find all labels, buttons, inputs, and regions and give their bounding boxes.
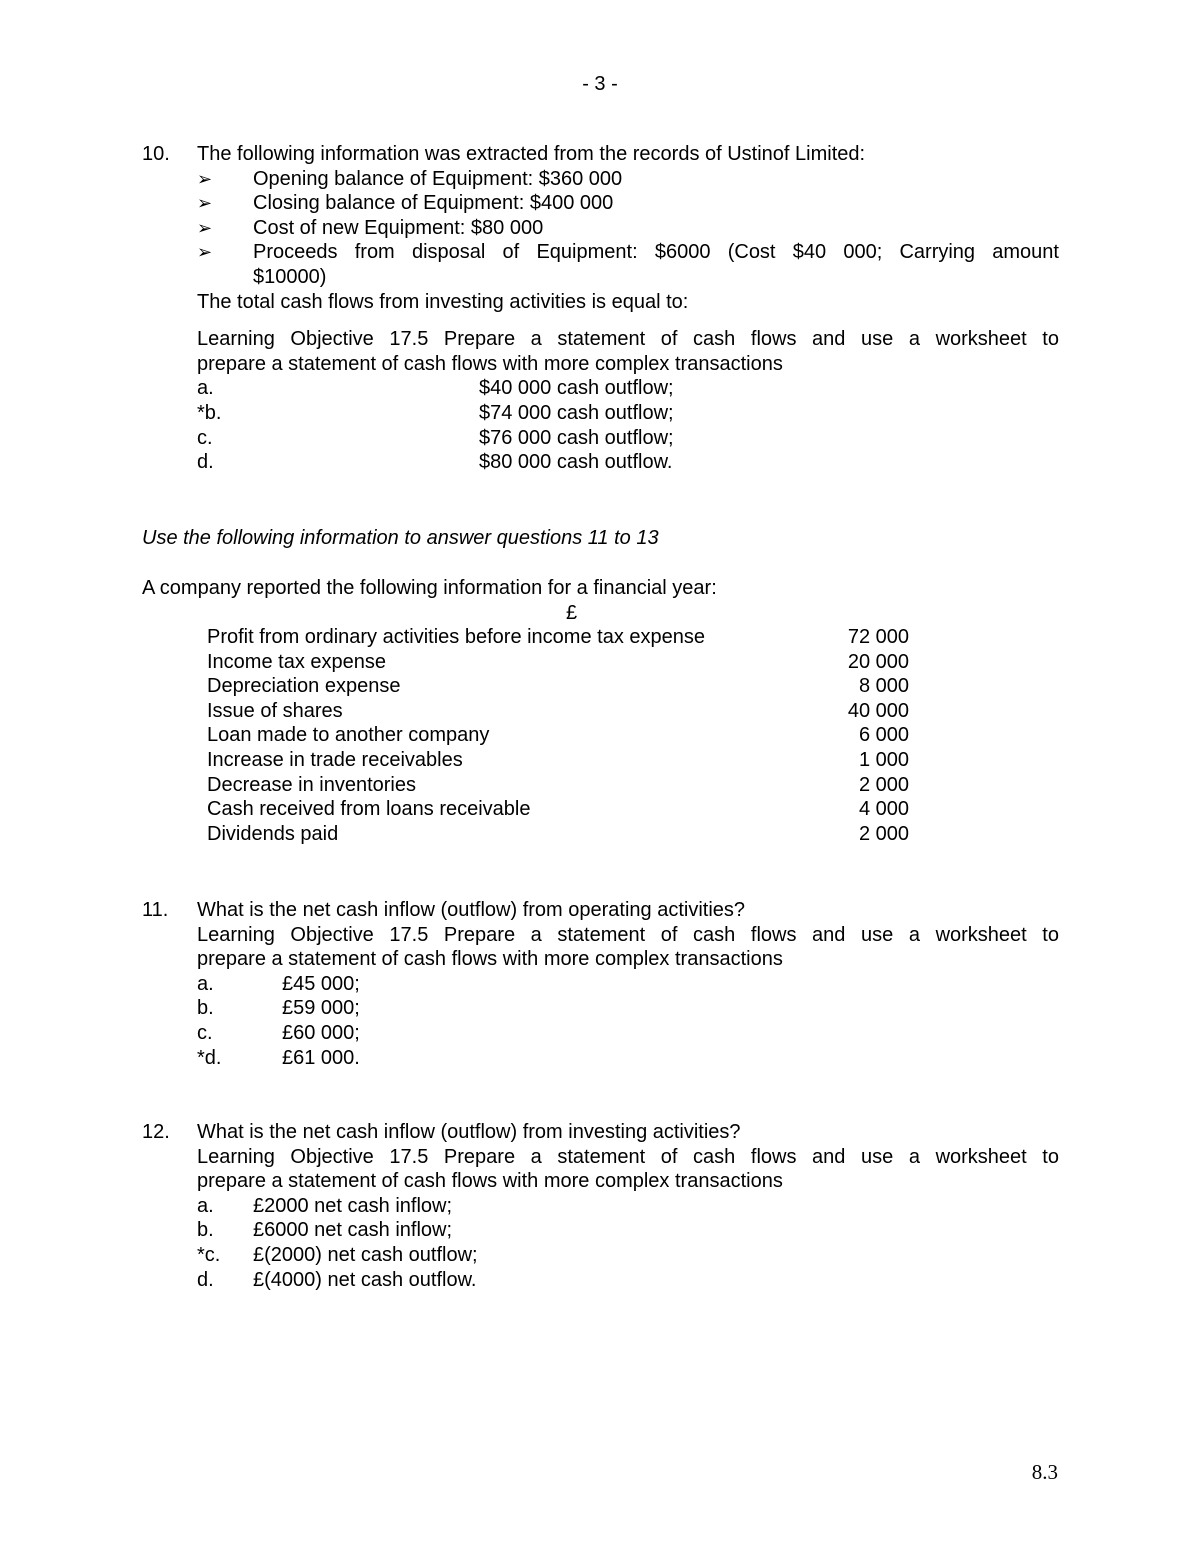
table-row: Loan made to another company 6 000	[207, 724, 909, 747]
arrowhead-bullet-icon: ➢	[197, 168, 213, 189]
learning-objective: Learning Objective 17.5 Prepare a statement of cash flows and use a worksheet to	[197, 923, 1059, 946]
answer-options	[197, 376, 1059, 474]
question-body	[197, 142, 1059, 475]
answer-option: b. £6000 net cash inflow;	[197, 1219, 453, 1242]
table-row: Increase in trade receivables 1 000	[207, 748, 909, 771]
arrowhead-bullet-icon: ➢	[197, 217, 213, 238]
question-body	[197, 1120, 1059, 1292]
learning-objective: Learning Objective 17.5 Prepare a statement of cash flows and use a worksheet to	[197, 328, 1059, 351]
table-row: Cash received from loans receivable 4 000	[207, 798, 909, 821]
question-number: 11.	[142, 899, 169, 921]
answer-option: d. $80 000 cash outflow.	[197, 451, 673, 474]
question-stem: What is the net cash inflow (outflow) from operating activities?	[197, 899, 746, 921]
learning-objective-cont: prepare a statement of cash flows with more complex transactions	[197, 948, 783, 971]
table-row: Decrease in inventories 2 000	[207, 773, 909, 796]
list-item: ➢ Opening balance of Equipment: $360 000	[197, 167, 623, 190]
list-item: ➢ Cost of new Equipment: $80 000	[197, 216, 544, 239]
currency-header: £	[566, 602, 578, 624]
question-stem: What is the net cash inflow (outflow) from investing activities?	[197, 1121, 741, 1143]
question-prompt: The total cash flows from investing activities is equal to:	[197, 290, 689, 313]
answer-option: b. £59 000;	[197, 997, 360, 1020]
question-number: 12.	[142, 1121, 170, 1143]
table-row: Depreciation expense 8 000	[207, 675, 909, 698]
info-lead: A company reported the following information for a financial year:	[142, 577, 717, 599]
table-row: Income tax expense 20 000	[207, 650, 909, 673]
question-number: 10.	[142, 143, 170, 165]
answer-option: *c. £(2000) net cash outflow;	[197, 1243, 478, 1266]
list-item: ➢ Proceeds from disposal of Equipment: $6000 (Cost $40 000; Carrying amount $10000)	[197, 241, 1059, 288]
table-row: Profit from ordinary activities before income tax expense 72 000	[207, 626, 909, 648]
arrowhead-bullet-icon: ➢	[197, 193, 213, 214]
learning-objective-cont: prepare a statement of cash flows with more complex transactions	[197, 352, 783, 375]
section-intro: Use the following information to answer questions 11 to 13	[142, 527, 659, 549]
answer-options	[197, 1194, 1059, 1292]
answer-option: a. $40 000 cash outflow;	[197, 377, 674, 400]
arrowhead-bullet-icon: ➢	[197, 242, 213, 263]
page-footer-number: 8.3	[1031, 1460, 1058, 1484]
answer-option: *d. £61 000.	[197, 1046, 360, 1069]
answer-options	[197, 972, 1059, 1070]
answer-option: a. £45 000;	[197, 972, 360, 995]
answer-option: a. £2000 net cash inflow;	[197, 1194, 453, 1217]
answer-option: d. £(4000) net cash outflow.	[197, 1268, 477, 1291]
learning-objective: Learning Objective 17.5 Prepare a statement of cash flows and use a worksheet to	[197, 1145, 1059, 1168]
learning-objective-cont: prepare a statement of cash flows with more complex transactions	[197, 1170, 783, 1193]
answer-option: c. $76 000 cash outflow;	[197, 426, 674, 449]
question-stem: The following information was extracted from the records of Ustinof Limited:	[197, 143, 866, 165]
table-row: Issue of shares 40 000	[207, 699, 909, 722]
page-number: - 3 -	[582, 73, 618, 95]
question-body	[197, 898, 1059, 1070]
financial-info-table	[207, 625, 909, 846]
table-row: Dividends paid 2 000	[207, 822, 909, 845]
answer-option: c. £60 000;	[197, 1021, 360, 1044]
answer-option: *b. $74 000 cash outflow;	[197, 401, 674, 424]
list-item: ➢ Closing balance of Equipment: $400 000	[197, 192, 614, 215]
bullet-list	[197, 167, 1059, 290]
